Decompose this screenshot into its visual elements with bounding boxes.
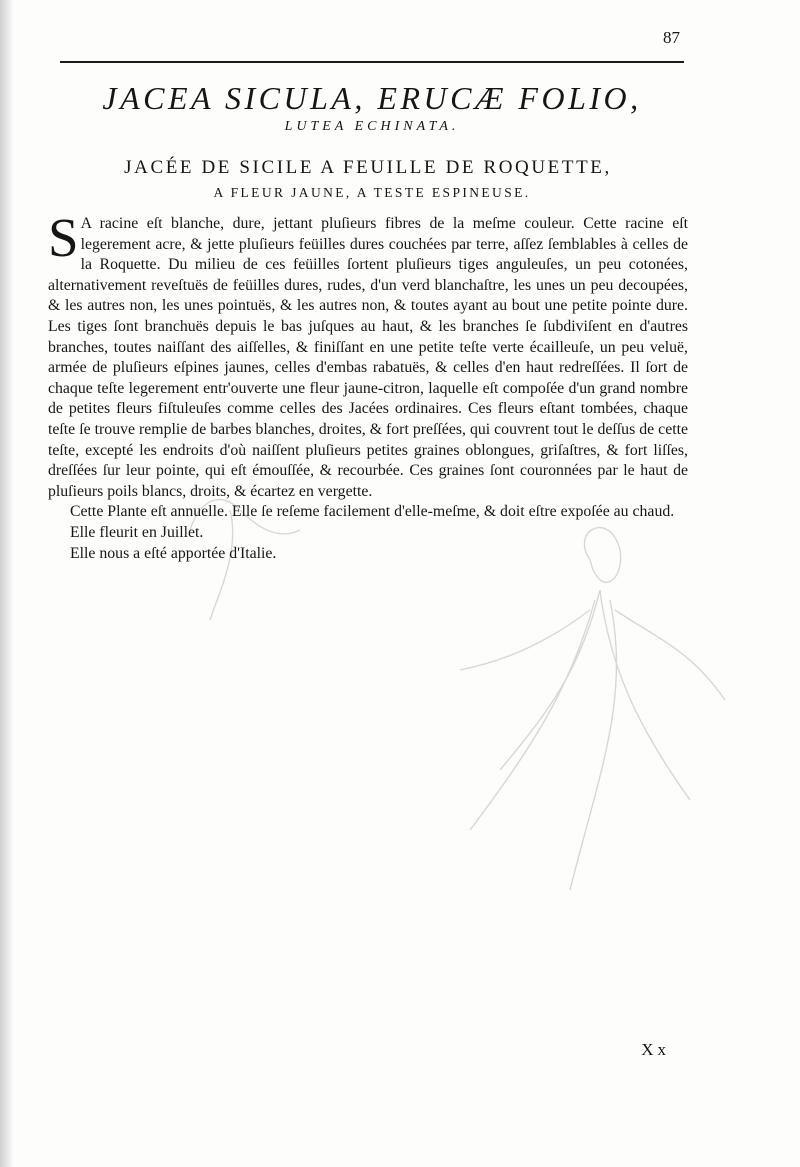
latin-title: JACEA SICULA, ERUCÆ FOLIO, bbox=[102, 80, 642, 116]
main-paragraph bbox=[48, 207, 688, 502]
drop-cap: S bbox=[48, 207, 79, 268]
main-paragraph-text: A racine eſt blanche, dure, jettant pluſieurs fibres de la meſme couleur. Cette racine eſt legerement acre, & jette pluſieurs feüilles dures couchées par terre, aſſez ſemblables à celles de la Roquette. Du milieu de ces feüilles ſortent pluſieurs tiges anguleuſes, un peu cotonées, alternativement reveſtuës de feüilles dures, rudes, d'un verd blanchaſtre, les unes un peu decoupées, & les autres non, les unes pointuës, & les autres non, & toutes ayant au bout une petite pointe dure. Les tiges ſont branchuës depuis le bas juſques au haut, & les branches ſe ſubdiviſent en d'autres branches, toutes naiſſant des aiſſelles, & finiſſant en une petite teſte verte écailleuſe, un peu veluë, armée de pluſieurs eſpines jaunes, celles d'embas rabatuës, & celles d'en haut redreſſées. Il ſort de chaque teſte legerement entr'ouverte une fleur jaune-citron, laquelle eſt compoſée d'un grand nombre de petites fleurs fiſtuleuſes comme celles des Jacées ordinaires. Ces fleurs eſtant tombées, chaque teſte ſe trouve remplie de barbes blanches, droites, & fort preſſées, qui couvrent tout le deſſus de cette teſte, excepté les endroits d'où naiſſent pluſieurs petites graines oblongues, griſaſtres, & fort liſſes, dreſſées ſur leur pointe, qui eſt émouſſée, & recourbée. Ces graines ſont couronnées par le haut de pluſieurs poils blancs, droits, & écartez en vergette. bbox=[48, 215, 688, 500]
french-subtitle: A FLEUR JAUNE, A TESTE ESPINEUSE. bbox=[213, 185, 531, 200]
latin-subtitle: LUTEA ECHINATA. bbox=[284, 119, 460, 134]
paragraph-annual: Cette Plante eſt annuelle. Elle ſe reſeme facilement d'elle-meſme, & doit eſtre expoſée au chaud. bbox=[70, 503, 675, 521]
paragraph-origin: Elle nous a eſté apportée d'Italie. bbox=[70, 544, 277, 562]
page-number: 87 bbox=[663, 28, 680, 47]
paragraph-flowering: Elle fleurit en Juillet. bbox=[70, 523, 204, 541]
signature-mark: Xx bbox=[641, 1040, 670, 1059]
description-text bbox=[48, 207, 688, 564]
french-title: JACÉE DE SICILE A FEUILLE DE ROQUETTE, bbox=[124, 157, 612, 178]
page-gutter-shadow bbox=[0, 0, 14, 1167]
header-rule bbox=[60, 61, 684, 63]
